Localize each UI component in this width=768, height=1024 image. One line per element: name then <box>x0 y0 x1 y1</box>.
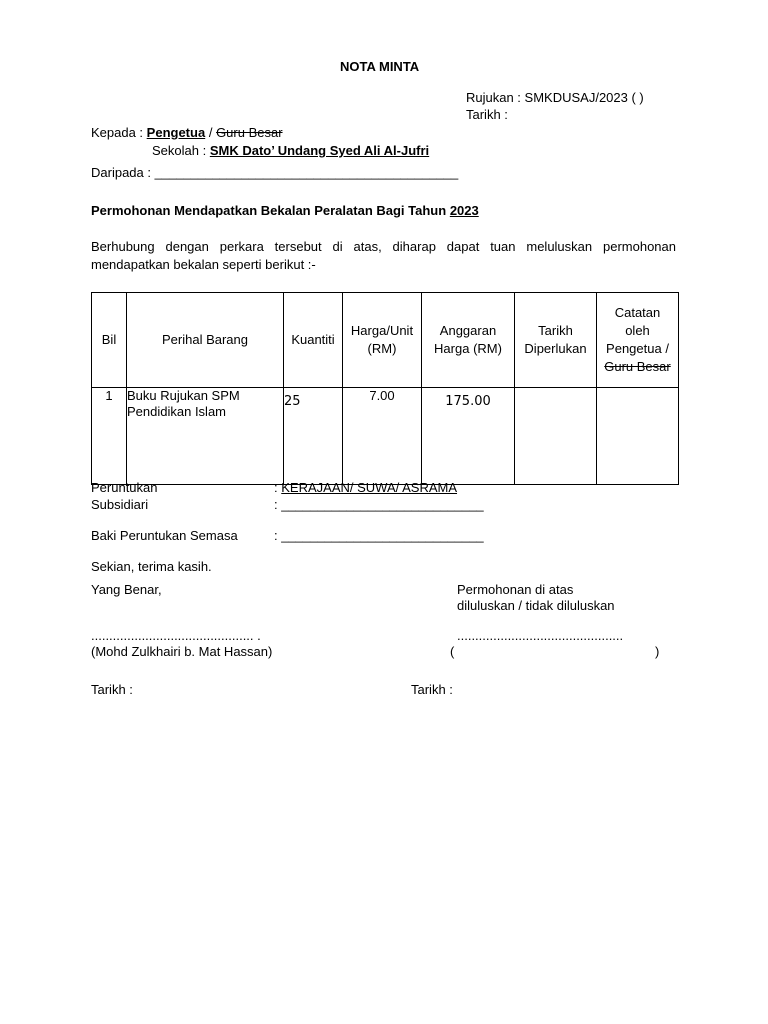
tarikh-left: Tarikh : <box>91 682 133 697</box>
signature-dots-left: ............................................. . <box>91 628 261 643</box>
cell-perihal-line2: Pendidikan Islam <box>127 404 226 419</box>
daripada-blank: __________________________________________ <box>154 165 459 180</box>
daripada-line <box>91 165 458 180</box>
subsidiari-blank: : ____________________________ <box>274 497 484 512</box>
baki-blank: : ____________________________ <box>274 528 484 543</box>
sekolah-value: SMK Dato’ Undang Syed Ali Al-Jufri <box>209 143 430 158</box>
header-harga-unit <box>343 293 422 388</box>
header-harga-unit-line2: (RM) <box>367 341 397 356</box>
subsidiari-label: Subsidiari <box>91 497 149 512</box>
sekolah-line <box>152 143 429 158</box>
kepada-separator: / <box>208 125 213 140</box>
rujukan-label: Rujukan : <box>466 90 521 105</box>
header-anggaran <box>422 293 515 388</box>
header-catatan <box>597 293 679 388</box>
header-catatan-line1: Catatan <box>614 305 661 320</box>
peruntukan-value: KERAJAAN/ SUWA/ ASRAMA <box>281 480 458 495</box>
body-paragraph: Berhubung dengan perkara tersebut di atas, diharap dapat tuan meluluskan permohonan mendapatkan bekalan seperti berikut :- <box>91 239 676 272</box>
cell-kuantiti: 25 <box>284 388 343 485</box>
request-table <box>91 292 679 485</box>
kepada-label: Kepada : <box>91 125 144 140</box>
header-tarikh-line2: Diperlukan <box>524 341 587 356</box>
cell-catatan <box>597 388 679 485</box>
tarikh-right: Tarikh : <box>411 682 453 697</box>
header-anggaran-line1: Anggaran <box>439 323 497 338</box>
approval-line-2: diluluskan / tidak diluluskan <box>457 598 615 613</box>
peruntukan-colon: : <box>274 480 278 495</box>
pengetua-text: Pengetua <box>146 125 206 140</box>
approver-paren-open: ( <box>450 644 455 659</box>
header-catatan-line4: Guru Besar <box>604 359 671 374</box>
signatory-name: (Mohd Zulkhairi b. Mat Hassan) <box>91 644 273 659</box>
header-tarikh-line1: Tarikh <box>538 323 573 338</box>
table-header-row <box>92 293 679 388</box>
header-kuantiti: Kuantiti <box>284 293 343 388</box>
thanks-text: Sekian, terima kasih. <box>91 559 212 574</box>
header-catatan-line3: Pengetua / <box>606 341 669 356</box>
cell-tarikh <box>515 388 597 485</box>
approval-line-1: Permohonan di atas <box>457 582 574 597</box>
peruntukan-line <box>274 480 457 495</box>
daripada-label: Daripada : <box>91 165 151 180</box>
tarikh-header-label: Tarikh : <box>466 107 508 122</box>
rujukan-value: SMKDUSAJ/2023 ( ) <box>524 90 644 105</box>
document-title: NOTA MINTA <box>340 59 420 74</box>
rujukan-line <box>466 90 644 105</box>
subject-year: 2023 <box>449 203 479 218</box>
cell-bil: 1 <box>92 388 127 485</box>
sekolah-label: Sekolah : <box>152 143 207 158</box>
yang-benar-text: Yang Benar, <box>91 582 162 597</box>
approver-paren-close: ) <box>655 644 660 659</box>
subject-heading <box>91 203 479 218</box>
subject-text: Permohonan Mendapatkan Bekalan Peralatan Bagi Tahun <box>91 203 447 218</box>
table-row <box>92 388 679 485</box>
cell-harga-unit: 7.00 <box>343 388 422 485</box>
header-anggaran-line2: Harga (RM) <box>434 341 502 356</box>
cell-perihal <box>127 388 284 485</box>
cell-anggaran: 175.00 <box>422 388 515 485</box>
header-catatan-line2: oleh <box>625 323 650 338</box>
baki-label: Baki Peruntukan Semasa <box>91 528 238 543</box>
cell-perihal-line1: Buku Rujukan SPM <box>127 388 240 403</box>
peruntukan-label: Peruntukan <box>91 480 158 495</box>
header-perihal: Perihal Barang <box>127 293 284 388</box>
kepada-line <box>91 125 283 140</box>
header-harga-unit-line1: Harga/Unit <box>350 323 414 338</box>
guru-besar-text: Guru Besar <box>216 125 283 140</box>
signature-dots-right: .............................................. <box>457 628 624 643</box>
header-bil: Bil <box>92 293 127 388</box>
header-tarikh <box>515 293 597 388</box>
